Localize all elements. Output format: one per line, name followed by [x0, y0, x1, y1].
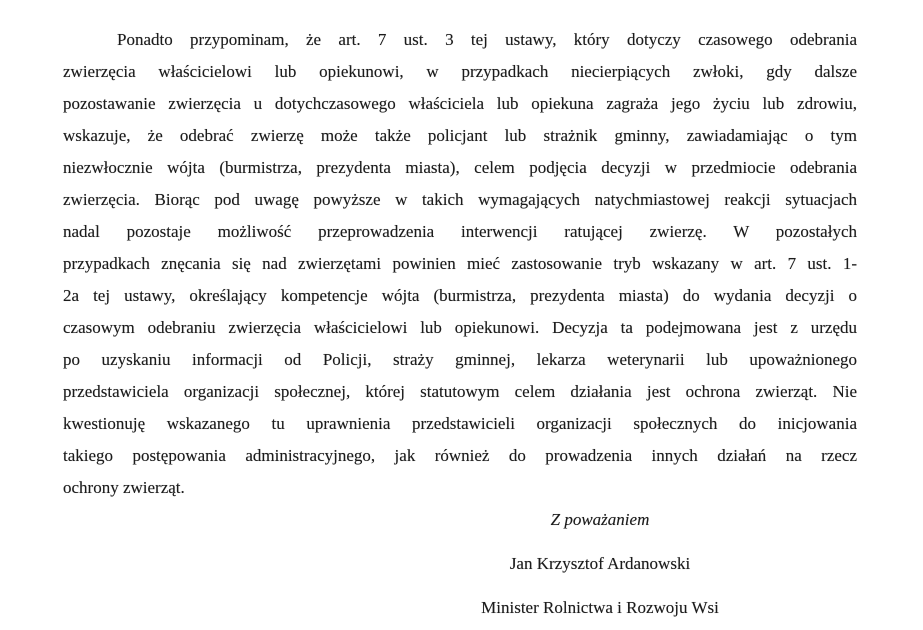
paragraph-line: wskazuje, że odebrać zwierzę może także policjant lub strażnik gminny, zawiadamiając o tym	[63, 126, 857, 145]
paragraph-line: takiego postępowania administracyjnego, jak również do prowadzenia innych działań na rzecz	[63, 446, 857, 465]
paragraph-line: pozostawanie zwierzęcia u dotychczasowego właściciela lub opiekuna zagraża jego życiu lub zdrowiu,	[63, 94, 857, 113]
paragraph-line: po uzyskaniu informacji od Policji, straży gminnej, lekarza weterynarii lub upoważnionego	[63, 350, 857, 369]
paragraph-line: 2a tej ustawy, określający kompetencje wójta (burmistrza, prezydenta miasta) do wydania decyzji o	[63, 286, 857, 305]
paragraph-line: Ponadto przypominam, że art. 7 ust. 3 tej ustawy, który dotyczy czasowego odebrania	[117, 30, 857, 49]
paragraph-line: przedstawiciela organizacji społecznej, której statutowym celem działania jest ochrona zwierząt. Nie	[63, 382, 857, 401]
paragraph-line: czasowym odebraniu zwierzęcia właścicielowi lub opiekunowi. Decyzja ta podejmowana jest z urzędu	[63, 318, 857, 337]
paragraph-line: kwestionuję wskazanego tu uprawnienia przedstawicieli organizacji społecznych do inicjowania	[63, 414, 857, 433]
valediction: Z poważaniem	[550, 510, 650, 529]
paragraph-line: zwierzęcia właścicielowi lub opiekunowi, w przypadkach niecierpiących zwłoki, gdy dalsze	[63, 62, 857, 81]
paragraph-line: zwierzęcia. Biorąc pod uwagę powyższe w takich wymagających natychmiastowej reakcji sytuacjach	[63, 190, 857, 209]
paragraph-line: nadal pozostaje możliwość przeprowadzenia interwencji ratującej zwierzę. W pozostałych	[63, 222, 857, 241]
closing-block	[343, 504, 857, 624]
paragraph-line: przypadkach znęcania się nad zwierzętami powinien mieć zastosowanie tryb wskazany w art. 7 ust. 1-	[63, 254, 857, 273]
body-paragraph	[63, 24, 857, 504]
signatory-title: Minister Rolnictwa i Rozwoju Wsi	[481, 598, 719, 617]
signatory-name: Jan Krzysztof Ardanowski	[509, 554, 691, 573]
paragraph-line: niezwłocznie wójta (burmistrza, prezydenta miasta), celem podjęcia decyzji w przedmiocie odebrania	[63, 158, 857, 177]
paragraph-line: ochrony zwierząt.	[63, 478, 185, 497]
